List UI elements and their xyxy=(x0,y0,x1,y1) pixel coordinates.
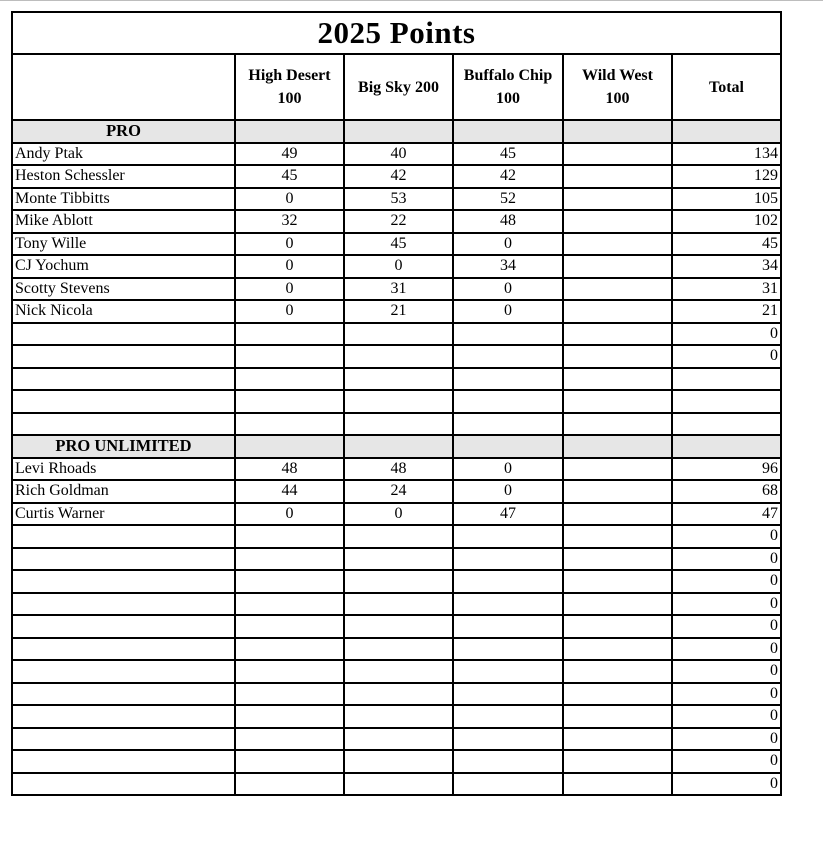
section-header-row xyxy=(12,120,781,143)
cell-wild-west xyxy=(563,705,672,728)
cell-big-sky: 0 xyxy=(344,255,453,278)
header-line: Total xyxy=(709,78,744,96)
cell-wild-west xyxy=(563,570,672,593)
cell-big-sky: 31 xyxy=(344,278,453,301)
table-row xyxy=(12,458,781,481)
cell-high-desert: 45 xyxy=(235,165,344,188)
cell-name: Mike Ablott xyxy=(12,210,235,233)
cell-buffalo-chip xyxy=(453,683,563,706)
cell-total: 134 xyxy=(672,143,781,166)
cell-high-desert xyxy=(235,593,344,616)
header-wild-west xyxy=(563,54,672,120)
cell-buffalo-chip: 48 xyxy=(453,210,563,233)
cell-total: 47 xyxy=(672,503,781,526)
cell-buffalo-chip xyxy=(453,345,563,368)
cell-buffalo-chip xyxy=(453,705,563,728)
cell-big-sky xyxy=(344,638,453,661)
cell-name xyxy=(12,368,235,391)
cell-name xyxy=(12,323,235,346)
cell-name: Rich Goldman xyxy=(12,480,235,503)
cell-wild-west xyxy=(563,525,672,548)
cell-buffalo-chip xyxy=(453,525,563,548)
cell-total: 0 xyxy=(672,773,781,796)
table-row xyxy=(12,570,781,593)
cell-buffalo-chip xyxy=(453,570,563,593)
cell-buffalo-chip: 45 xyxy=(453,143,563,166)
cell-buffalo-chip xyxy=(453,390,563,413)
cell-big-sky xyxy=(344,705,453,728)
cell-big-sky xyxy=(344,660,453,683)
header-row xyxy=(12,54,781,120)
cell-name: Curtis Warner xyxy=(12,503,235,526)
header-high-desert xyxy=(235,54,344,120)
header-line: Buffalo Chip xyxy=(463,67,553,84)
cell-big-sky xyxy=(344,323,453,346)
cell-big-sky xyxy=(344,548,453,571)
cell-high-desert xyxy=(235,728,344,751)
header-line: 100 xyxy=(605,90,630,107)
cell-wild-west xyxy=(563,210,672,233)
points-table xyxy=(11,11,782,796)
cell-buffalo-chip: 0 xyxy=(453,278,563,301)
cell-wild-west xyxy=(563,390,672,413)
cell-name: Heston Schessler xyxy=(12,165,235,188)
cell-big-sky xyxy=(344,525,453,548)
section-header-cell xyxy=(235,120,344,143)
header-line: Big Sky 200 xyxy=(358,78,439,96)
cell-wild-west xyxy=(563,458,672,481)
cell-wild-west xyxy=(563,773,672,796)
cell-total: 129 xyxy=(672,165,781,188)
cell-name: Scotty Stevens xyxy=(12,278,235,301)
table-row xyxy=(12,345,781,368)
cell-name: Monte Tibbitts xyxy=(12,188,235,211)
cell-total: 0 xyxy=(672,638,781,661)
header-buffalo-chip xyxy=(453,54,563,120)
cell-name: Tony Wille xyxy=(12,233,235,256)
cell-name xyxy=(12,615,235,638)
window-top-border xyxy=(0,0,823,1)
cell-name: Nick Nicola xyxy=(12,300,235,323)
table-row xyxy=(12,593,781,616)
cell-wild-west xyxy=(563,233,672,256)
cell-total xyxy=(672,390,781,413)
table-row xyxy=(12,300,781,323)
cell-name xyxy=(12,525,235,548)
cell-wild-west xyxy=(563,660,672,683)
cell-high-desert: 44 xyxy=(235,480,344,503)
cell-high-desert: 0 xyxy=(235,233,344,256)
cell-buffalo-chip: 0 xyxy=(453,458,563,481)
table-row xyxy=(12,705,781,728)
cell-big-sky xyxy=(344,593,453,616)
section-header-cell xyxy=(235,435,344,458)
cell-wild-west xyxy=(563,750,672,773)
cell-high-desert xyxy=(235,368,344,391)
cell-buffalo-chip: 42 xyxy=(453,165,563,188)
cell-total: 0 xyxy=(672,548,781,571)
cell-name xyxy=(12,773,235,796)
cell-big-sky xyxy=(344,345,453,368)
header-line: 100 xyxy=(277,90,302,107)
section-header-cell xyxy=(453,120,563,143)
table-row xyxy=(12,368,781,391)
table-row xyxy=(12,750,781,773)
cell-high-desert: 0 xyxy=(235,278,344,301)
section-header-cell xyxy=(453,435,563,458)
header-line: 100 xyxy=(496,90,520,107)
cell-name xyxy=(12,548,235,571)
cell-high-desert: 0 xyxy=(235,300,344,323)
cell-wild-west xyxy=(563,368,672,391)
cell-name xyxy=(12,750,235,773)
cell-name xyxy=(12,683,235,706)
table-row xyxy=(12,188,781,211)
table-row xyxy=(12,548,781,571)
cell-name xyxy=(12,593,235,616)
cell-big-sky: 53 xyxy=(344,188,453,211)
cell-high-desert xyxy=(235,323,344,346)
cell-wild-west xyxy=(563,683,672,706)
header-line: High Desert xyxy=(248,67,331,84)
table-row xyxy=(12,233,781,256)
section-title: PRO xyxy=(12,120,235,143)
table-row xyxy=(12,255,781,278)
cell-big-sky: 42 xyxy=(344,165,453,188)
cell-name xyxy=(12,345,235,368)
cell-total: 0 xyxy=(672,615,781,638)
cell-total: 0 xyxy=(672,570,781,593)
cell-buffalo-chip xyxy=(453,660,563,683)
cell-total: 0 xyxy=(672,705,781,728)
cell-buffalo-chip xyxy=(453,548,563,571)
section-header-cell xyxy=(672,120,781,143)
cell-total: 31 xyxy=(672,278,781,301)
cell-buffalo-chip xyxy=(453,368,563,391)
cell-high-desert: 48 xyxy=(235,458,344,481)
table-row xyxy=(12,525,781,548)
cell-buffalo-chip xyxy=(453,773,563,796)
table-row xyxy=(12,323,781,346)
cell-wild-west xyxy=(563,548,672,571)
cell-name xyxy=(12,390,235,413)
cell-wild-west xyxy=(563,728,672,751)
cell-name xyxy=(12,660,235,683)
cell-high-desert xyxy=(235,683,344,706)
cell-wild-west xyxy=(563,413,672,436)
table-row xyxy=(12,728,781,751)
table-row xyxy=(12,210,781,233)
cell-wild-west xyxy=(563,278,672,301)
section-header-cell xyxy=(344,120,453,143)
cell-total: 0 xyxy=(672,728,781,751)
cell-big-sky xyxy=(344,683,453,706)
cell-high-desert xyxy=(235,525,344,548)
cell-big-sky: 24 xyxy=(344,480,453,503)
cell-total: 96 xyxy=(672,458,781,481)
cell-wild-west xyxy=(563,615,672,638)
cell-total: 105 xyxy=(672,188,781,211)
cell-high-desert: 0 xyxy=(235,188,344,211)
table-row xyxy=(12,615,781,638)
cell-big-sky: 48 xyxy=(344,458,453,481)
cell-wild-west xyxy=(563,323,672,346)
cell-high-desert xyxy=(235,773,344,796)
cell-high-desert: 32 xyxy=(235,210,344,233)
cell-name xyxy=(12,705,235,728)
cell-big-sky xyxy=(344,368,453,391)
cell-high-desert xyxy=(235,548,344,571)
cell-total: 45 xyxy=(672,233,781,256)
cell-wild-west xyxy=(563,503,672,526)
cell-big-sky xyxy=(344,390,453,413)
cell-wild-west xyxy=(563,300,672,323)
title-row xyxy=(12,12,781,54)
header-big-sky xyxy=(344,54,453,120)
cell-big-sky: 45 xyxy=(344,233,453,256)
cell-high-desert xyxy=(235,345,344,368)
cell-buffalo-chip: 0 xyxy=(453,300,563,323)
cell-name: Andy Ptak xyxy=(12,143,235,166)
cell-high-desert xyxy=(235,570,344,593)
table-row xyxy=(12,143,781,166)
cell-buffalo-chip: 34 xyxy=(453,255,563,278)
table-row xyxy=(12,503,781,526)
cell-wild-west xyxy=(563,143,672,166)
section-header-cell xyxy=(563,435,672,458)
cell-buffalo-chip xyxy=(453,750,563,773)
section-header-cell xyxy=(563,120,672,143)
cell-name xyxy=(12,413,235,436)
cell-total: 21 xyxy=(672,300,781,323)
cell-big-sky: 0 xyxy=(344,503,453,526)
cell-big-sky xyxy=(344,615,453,638)
cell-name xyxy=(12,638,235,661)
cell-total: 0 xyxy=(672,323,781,346)
cell-buffalo-chip xyxy=(453,413,563,436)
table-row xyxy=(12,638,781,661)
cell-big-sky xyxy=(344,773,453,796)
cell-big-sky: 21 xyxy=(344,300,453,323)
table-row xyxy=(12,683,781,706)
cell-big-sky: 22 xyxy=(344,210,453,233)
cell-high-desert xyxy=(235,413,344,436)
cell-big-sky xyxy=(344,413,453,436)
page-title: 2025 Points xyxy=(12,12,781,54)
header-total xyxy=(672,54,781,120)
cell-buffalo-chip xyxy=(453,323,563,346)
cell-total: 68 xyxy=(672,480,781,503)
cell-total: 34 xyxy=(672,255,781,278)
table-row xyxy=(12,773,781,796)
cell-buffalo-chip: 0 xyxy=(453,480,563,503)
section-title: PRO UNLIMITED xyxy=(12,435,235,458)
cell-high-desert xyxy=(235,638,344,661)
cell-buffalo-chip: 52 xyxy=(453,188,563,211)
table-row xyxy=(12,480,781,503)
cell-high-desert: 49 xyxy=(235,143,344,166)
cell-wild-west xyxy=(563,188,672,211)
cell-buffalo-chip xyxy=(453,615,563,638)
cell-wild-west xyxy=(563,593,672,616)
cell-big-sky xyxy=(344,570,453,593)
header-name-blank xyxy=(12,54,235,120)
table-row xyxy=(12,413,781,436)
cell-wild-west xyxy=(563,345,672,368)
table-row xyxy=(12,165,781,188)
cell-wild-west xyxy=(563,255,672,278)
cell-buffalo-chip: 0 xyxy=(453,233,563,256)
cell-wild-west xyxy=(563,480,672,503)
cell-total: 0 xyxy=(672,660,781,683)
cell-buffalo-chip xyxy=(453,593,563,616)
cell-name: CJ Yochum xyxy=(12,255,235,278)
cell-total: 0 xyxy=(672,345,781,368)
cell-name xyxy=(12,570,235,593)
cell-big-sky xyxy=(344,728,453,751)
cell-high-desert: 0 xyxy=(235,255,344,278)
cell-total xyxy=(672,413,781,436)
header-line: Wild West xyxy=(582,67,653,84)
cell-total: 0 xyxy=(672,525,781,548)
cell-total xyxy=(672,368,781,391)
cell-buffalo-chip xyxy=(453,728,563,751)
cell-total: 0 xyxy=(672,750,781,773)
cell-total: 0 xyxy=(672,593,781,616)
cell-wild-west xyxy=(563,165,672,188)
cell-name: Levi Rhoads xyxy=(12,458,235,481)
table-row xyxy=(12,278,781,301)
cell-wild-west xyxy=(563,638,672,661)
cell-high-desert xyxy=(235,705,344,728)
cell-buffalo-chip xyxy=(453,638,563,661)
table-row xyxy=(12,390,781,413)
section-header-row xyxy=(12,435,781,458)
cell-high-desert xyxy=(235,390,344,413)
cell-total: 0 xyxy=(672,683,781,706)
cell-big-sky: 40 xyxy=(344,143,453,166)
section-header-cell xyxy=(672,435,781,458)
section-header-cell xyxy=(344,435,453,458)
cell-big-sky xyxy=(344,750,453,773)
cell-name xyxy=(12,728,235,751)
cell-high-desert xyxy=(235,615,344,638)
cell-high-desert xyxy=(235,660,344,683)
cell-high-desert: 0 xyxy=(235,503,344,526)
cell-buffalo-chip: 47 xyxy=(453,503,563,526)
cell-high-desert xyxy=(235,750,344,773)
table-row xyxy=(12,660,781,683)
cell-total: 102 xyxy=(672,210,781,233)
